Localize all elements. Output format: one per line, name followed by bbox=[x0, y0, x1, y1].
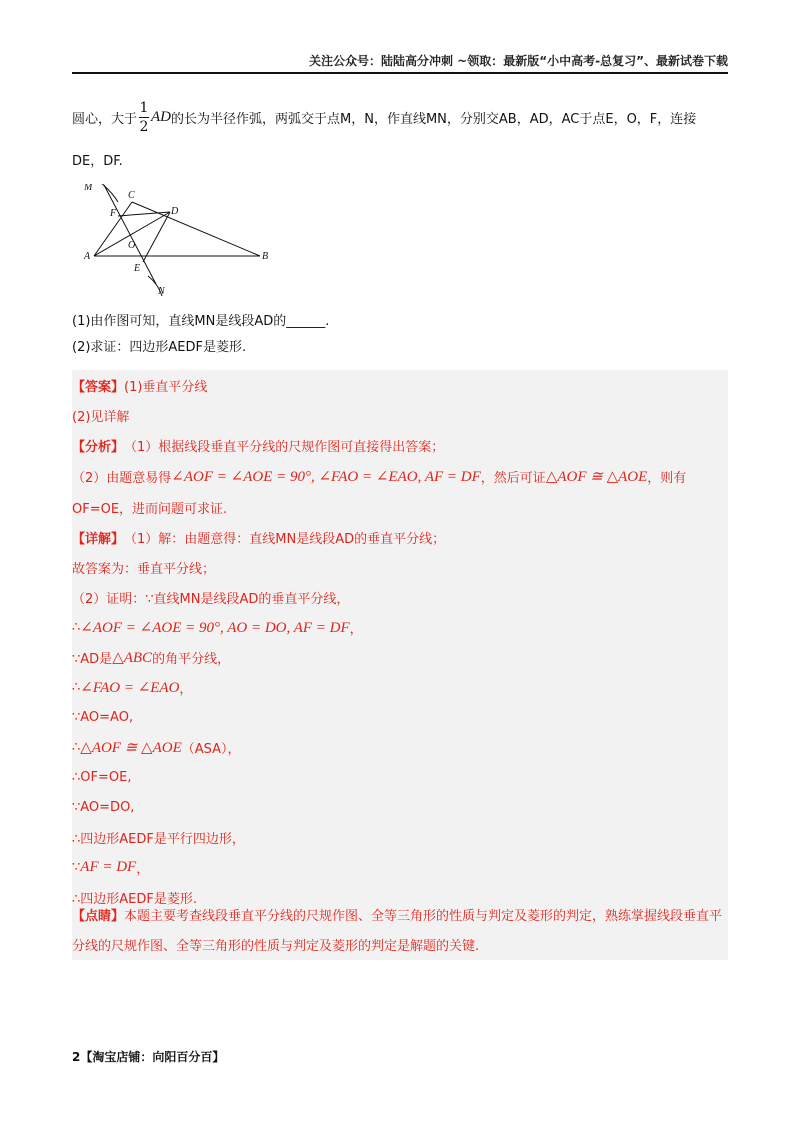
analysis-line-2 bbox=[72, 460, 728, 492]
detail-line-5 bbox=[72, 642, 728, 672]
arc-m bbox=[100, 184, 118, 202]
answer-1: (1)垂直平分线 bbox=[124, 379, 208, 395]
segment-fd bbox=[118, 212, 170, 216]
fraction-bar bbox=[139, 117, 149, 118]
label-e: E bbox=[134, 263, 141, 274]
detail-6-suffix: ， bbox=[179, 681, 193, 697]
detail-tag: 【详解】 bbox=[72, 531, 125, 547]
analysis-line-1 bbox=[72, 430, 728, 460]
fraction-half bbox=[139, 101, 149, 134]
label-n: N bbox=[158, 286, 165, 297]
page-footer: 2【淘宝店铺：向阳百分百】 bbox=[72, 1050, 225, 1064]
triangle-construction-diagram bbox=[78, 184, 278, 300]
fraction-numerator: 1 bbox=[139, 99, 149, 116]
detail-1: （1）解：由题意得：直线MN是线段AD的垂直平分线； bbox=[124, 531, 446, 547]
detail-4-prefix: ∴ bbox=[72, 619, 81, 635]
detail-line-6 bbox=[72, 672, 728, 702]
geometry-figure bbox=[78, 184, 278, 300]
detail-line-3: （2）证明：∵直线MN是线段AD的垂直平分线， bbox=[72, 591, 350, 607]
answer-line-1 bbox=[72, 370, 728, 400]
segment-cb bbox=[132, 202, 260, 256]
analysis-2-prefix: （2）由题意易得 bbox=[72, 470, 172, 486]
analysis-line-3: OF=OE，进而问题可求证. bbox=[72, 501, 228, 517]
label-c: C bbox=[128, 190, 135, 201]
fraction-denominator: 2 bbox=[139, 118, 149, 135]
detail-line-1 bbox=[72, 522, 728, 552]
detail-4-suffix: ， bbox=[349, 621, 363, 637]
label-o: O bbox=[128, 240, 136, 251]
label-b: B bbox=[262, 251, 269, 262]
detail-6-prefix: ∴ bbox=[72, 679, 81, 695]
detail-12-prefix: ∵ bbox=[72, 859, 81, 875]
detail-line-13: ∴四边形AEDF是菱形. bbox=[72, 891, 197, 907]
comment-tag: 【点睛】 bbox=[72, 909, 125, 924]
detail-5-math: △ABC bbox=[112, 649, 153, 666]
fraction-variable: AD bbox=[151, 108, 172, 125]
detail-line-2: 故答案为：垂直平分线； bbox=[72, 561, 216, 577]
question-1: (1)由作图可知，直线MN是线段AD的______. bbox=[72, 313, 330, 329]
analysis-2-math-1: ∠AOF = ∠AOE = 90°, ∠FAO = ∠EAO, AF = DF bbox=[171, 468, 481, 485]
detail-8-suffix: （ASA）， bbox=[181, 741, 241, 757]
detail-12-math: AF = DF bbox=[80, 858, 137, 875]
detail-line-9: ∴OF=OE, bbox=[72, 769, 132, 785]
comment-block bbox=[72, 902, 728, 962]
analysis-2-mid: ，然后可证 bbox=[480, 470, 546, 486]
comment-paragraph bbox=[72, 902, 728, 962]
problem-section bbox=[72, 98, 728, 358]
analysis-1: （1）根据线段垂直平分线的尺规作图可直接得出答案； bbox=[124, 439, 445, 455]
comment-text: 本题主要考查线段垂直平分线的尺规作图、全等三角形的性质与判定及菱形的判定，熟练掌握线段垂直平分线的尺规作图、全等三角形的性质与判定及菱形的判定是解题的关键. bbox=[72, 909, 723, 954]
detail-line-12 bbox=[72, 852, 728, 882]
detail-line-10: ∵AO=DO, bbox=[72, 799, 135, 815]
problem-intro-line1 bbox=[72, 98, 728, 136]
answer-line-2: (2)见详解 bbox=[72, 409, 130, 425]
detail-12-suffix: ， bbox=[136, 861, 150, 877]
analysis-2-suffix: ，则有 bbox=[647, 470, 687, 486]
detail-4-math: ∠AOF = ∠AOE = 90°, AO = DO, AF = DF bbox=[80, 619, 350, 636]
label-a: A bbox=[84, 251, 91, 262]
intro-text-after: 的长为半径作弧，两弧交于点M，N，作直线MN，分别交AB，AD，AC于点E，O，F，连接 bbox=[171, 111, 697, 127]
answer-tag: 【答案】 bbox=[72, 379, 125, 395]
label-d: D bbox=[171, 206, 179, 217]
intro-text-before: 圆心，大于 bbox=[72, 111, 138, 127]
analysis-2-math-2: △AOF ≅ △AOE bbox=[545, 468, 648, 485]
detail-6-math: ∠FAO = ∠EAO bbox=[80, 679, 180, 696]
label-m: M bbox=[84, 184, 93, 193]
detail-line-11: ∴四边形AEDF是平行四边形， bbox=[72, 831, 245, 847]
analysis-tag: 【分析】 bbox=[72, 439, 125, 455]
detail-line-8 bbox=[72, 732, 728, 762]
solution-box bbox=[72, 370, 728, 960]
problem-intro-line2: DE，DF. bbox=[72, 153, 123, 169]
detail-line-7: ∵AO=AO, bbox=[72, 709, 134, 725]
detail-line-4 bbox=[72, 612, 728, 642]
question-2: (2)求证：四边形AEDF是菱形. bbox=[72, 339, 247, 355]
header-divider bbox=[72, 72, 728, 74]
detail-5-suffix: 的角平分线， bbox=[152, 651, 231, 667]
detail-8-prefix: ∴ bbox=[72, 739, 81, 755]
page-header: 关注公众号：陆陆高分冲刺 ~领取：最新版“小中高考-总复习”、最新试卷下载 bbox=[309, 54, 728, 68]
detail-8-math: △AOF ≅ △AOE bbox=[80, 739, 182, 756]
label-f: F bbox=[110, 208, 117, 219]
detail-5-prefix: ∵AD是 bbox=[72, 651, 113, 667]
